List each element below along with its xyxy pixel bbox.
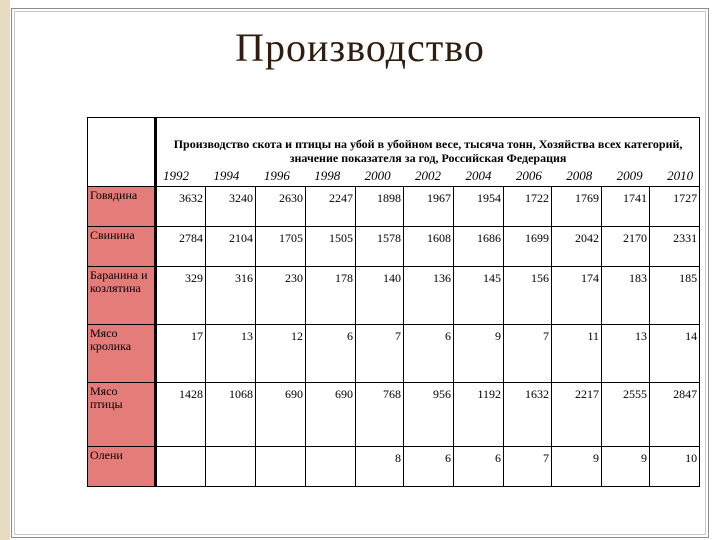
- value-cell: 956: [404, 383, 454, 447]
- value-cell: 6: [404, 447, 454, 487]
- value-cell: 3240: [206, 187, 256, 227]
- value-cell: 2247: [306, 187, 356, 227]
- value-cell: 329: [156, 267, 206, 325]
- value-cell: 1705: [256, 227, 306, 267]
- table-row: [88, 325, 700, 383]
- value-cell: 2847: [650, 383, 700, 447]
- year-label: 2009: [616, 168, 643, 183]
- value-cell: 1967: [404, 187, 454, 227]
- value-cell: 6: [306, 325, 356, 383]
- value-cell: 13: [602, 325, 650, 383]
- row-label: Баранина и козлятина: [88, 267, 156, 325]
- value-cell: 156: [504, 267, 552, 325]
- year-label: 2010: [667, 168, 694, 183]
- value-cell: 1428: [156, 383, 206, 447]
- value-cell: 2555: [602, 383, 650, 447]
- year-label: 2002: [415, 168, 442, 183]
- year-label: 2000: [364, 168, 391, 183]
- value-cell: 13: [206, 325, 256, 383]
- value-cell: 140: [356, 267, 404, 325]
- value-cell: 136: [404, 267, 454, 325]
- value-cell: 183: [602, 267, 650, 325]
- year-label: 1998: [314, 168, 341, 183]
- year-label: 2008: [566, 168, 593, 183]
- value-cell: 7: [504, 325, 552, 383]
- value-cell: 1699: [504, 227, 552, 267]
- year-label: 1994: [213, 168, 240, 183]
- value-cell: 185: [650, 267, 700, 325]
- value-cell: [306, 447, 356, 487]
- value-cell: 17: [156, 325, 206, 383]
- table-row: [88, 187, 700, 227]
- production-table: [87, 117, 700, 487]
- decorative-strip: [0, 0, 10, 540]
- value-cell: 1954: [454, 187, 504, 227]
- row-label: Свинина: [88, 227, 156, 267]
- value-cell: 1068: [206, 383, 256, 447]
- value-cell: 11: [552, 325, 602, 383]
- value-cell: 1608: [404, 227, 454, 267]
- value-cell: 2630: [256, 187, 306, 227]
- value-cell: 9: [552, 447, 602, 487]
- year-label: 2004: [465, 168, 492, 183]
- table-row: [88, 383, 700, 447]
- value-cell: 1505: [306, 227, 356, 267]
- value-cell: 9: [454, 325, 504, 383]
- value-cell: 316: [206, 267, 256, 325]
- year-list: [163, 168, 693, 184]
- row-label: Говядина: [88, 187, 156, 227]
- value-cell: [206, 447, 256, 487]
- value-cell: 1727: [650, 187, 700, 227]
- table-header-cell: [156, 118, 700, 187]
- value-cell: 768: [356, 383, 404, 447]
- value-cell: 10: [650, 447, 700, 487]
- value-cell: 690: [256, 383, 306, 447]
- table-header-text: Производство скота и птицы на убой в убойном весе, тысяча тонн, Хозяйства всех категорий, значение показателя за год, Российская Федерация: [173, 137, 683, 165]
- row-label: Олени: [88, 447, 156, 487]
- table-row: [88, 267, 700, 325]
- value-cell: 2042: [552, 227, 602, 267]
- value-cell: 145: [454, 267, 504, 325]
- value-cell: 2170: [602, 227, 650, 267]
- value-cell: 12: [256, 325, 306, 383]
- year-label: 2006: [515, 168, 542, 183]
- value-cell: [256, 447, 306, 487]
- value-cell: 230: [256, 267, 306, 325]
- value-cell: 2784: [156, 227, 206, 267]
- value-cell: 3632: [156, 187, 206, 227]
- year-label: 1992: [163, 168, 189, 183]
- value-cell: 1722: [504, 187, 552, 227]
- table-row: [88, 227, 700, 267]
- table-header-row: [88, 118, 700, 187]
- value-cell: 2217: [552, 383, 602, 447]
- value-cell: [156, 447, 206, 487]
- value-cell: 8: [356, 447, 404, 487]
- value-cell: 2104: [206, 227, 256, 267]
- slide-title: Производство: [235, 25, 485, 70]
- value-cell: 7: [504, 447, 552, 487]
- row-label: Мясо птицы: [88, 383, 156, 447]
- value-cell: 1769: [552, 187, 602, 227]
- table-corner-cell: [88, 118, 156, 187]
- value-cell: 178: [306, 267, 356, 325]
- value-cell: 1898: [356, 187, 404, 227]
- value-cell: 1632: [504, 383, 552, 447]
- table-row: [88, 447, 700, 487]
- value-cell: 6: [404, 325, 454, 383]
- value-cell: 9: [602, 447, 650, 487]
- value-cell: 1192: [454, 383, 504, 447]
- value-cell: 1686: [454, 227, 504, 267]
- value-cell: 690: [306, 383, 356, 447]
- value-cell: 14: [650, 325, 700, 383]
- value-cell: 6: [454, 447, 504, 487]
- value-cell: 7: [356, 325, 404, 383]
- value-cell: 174: [552, 267, 602, 325]
- year-label: 1996: [263, 168, 290, 183]
- value-cell: 1578: [356, 227, 404, 267]
- value-cell: 1741: [602, 187, 650, 227]
- row-label: Мясо кролика: [88, 325, 156, 383]
- value-cell: 2331: [650, 227, 700, 267]
